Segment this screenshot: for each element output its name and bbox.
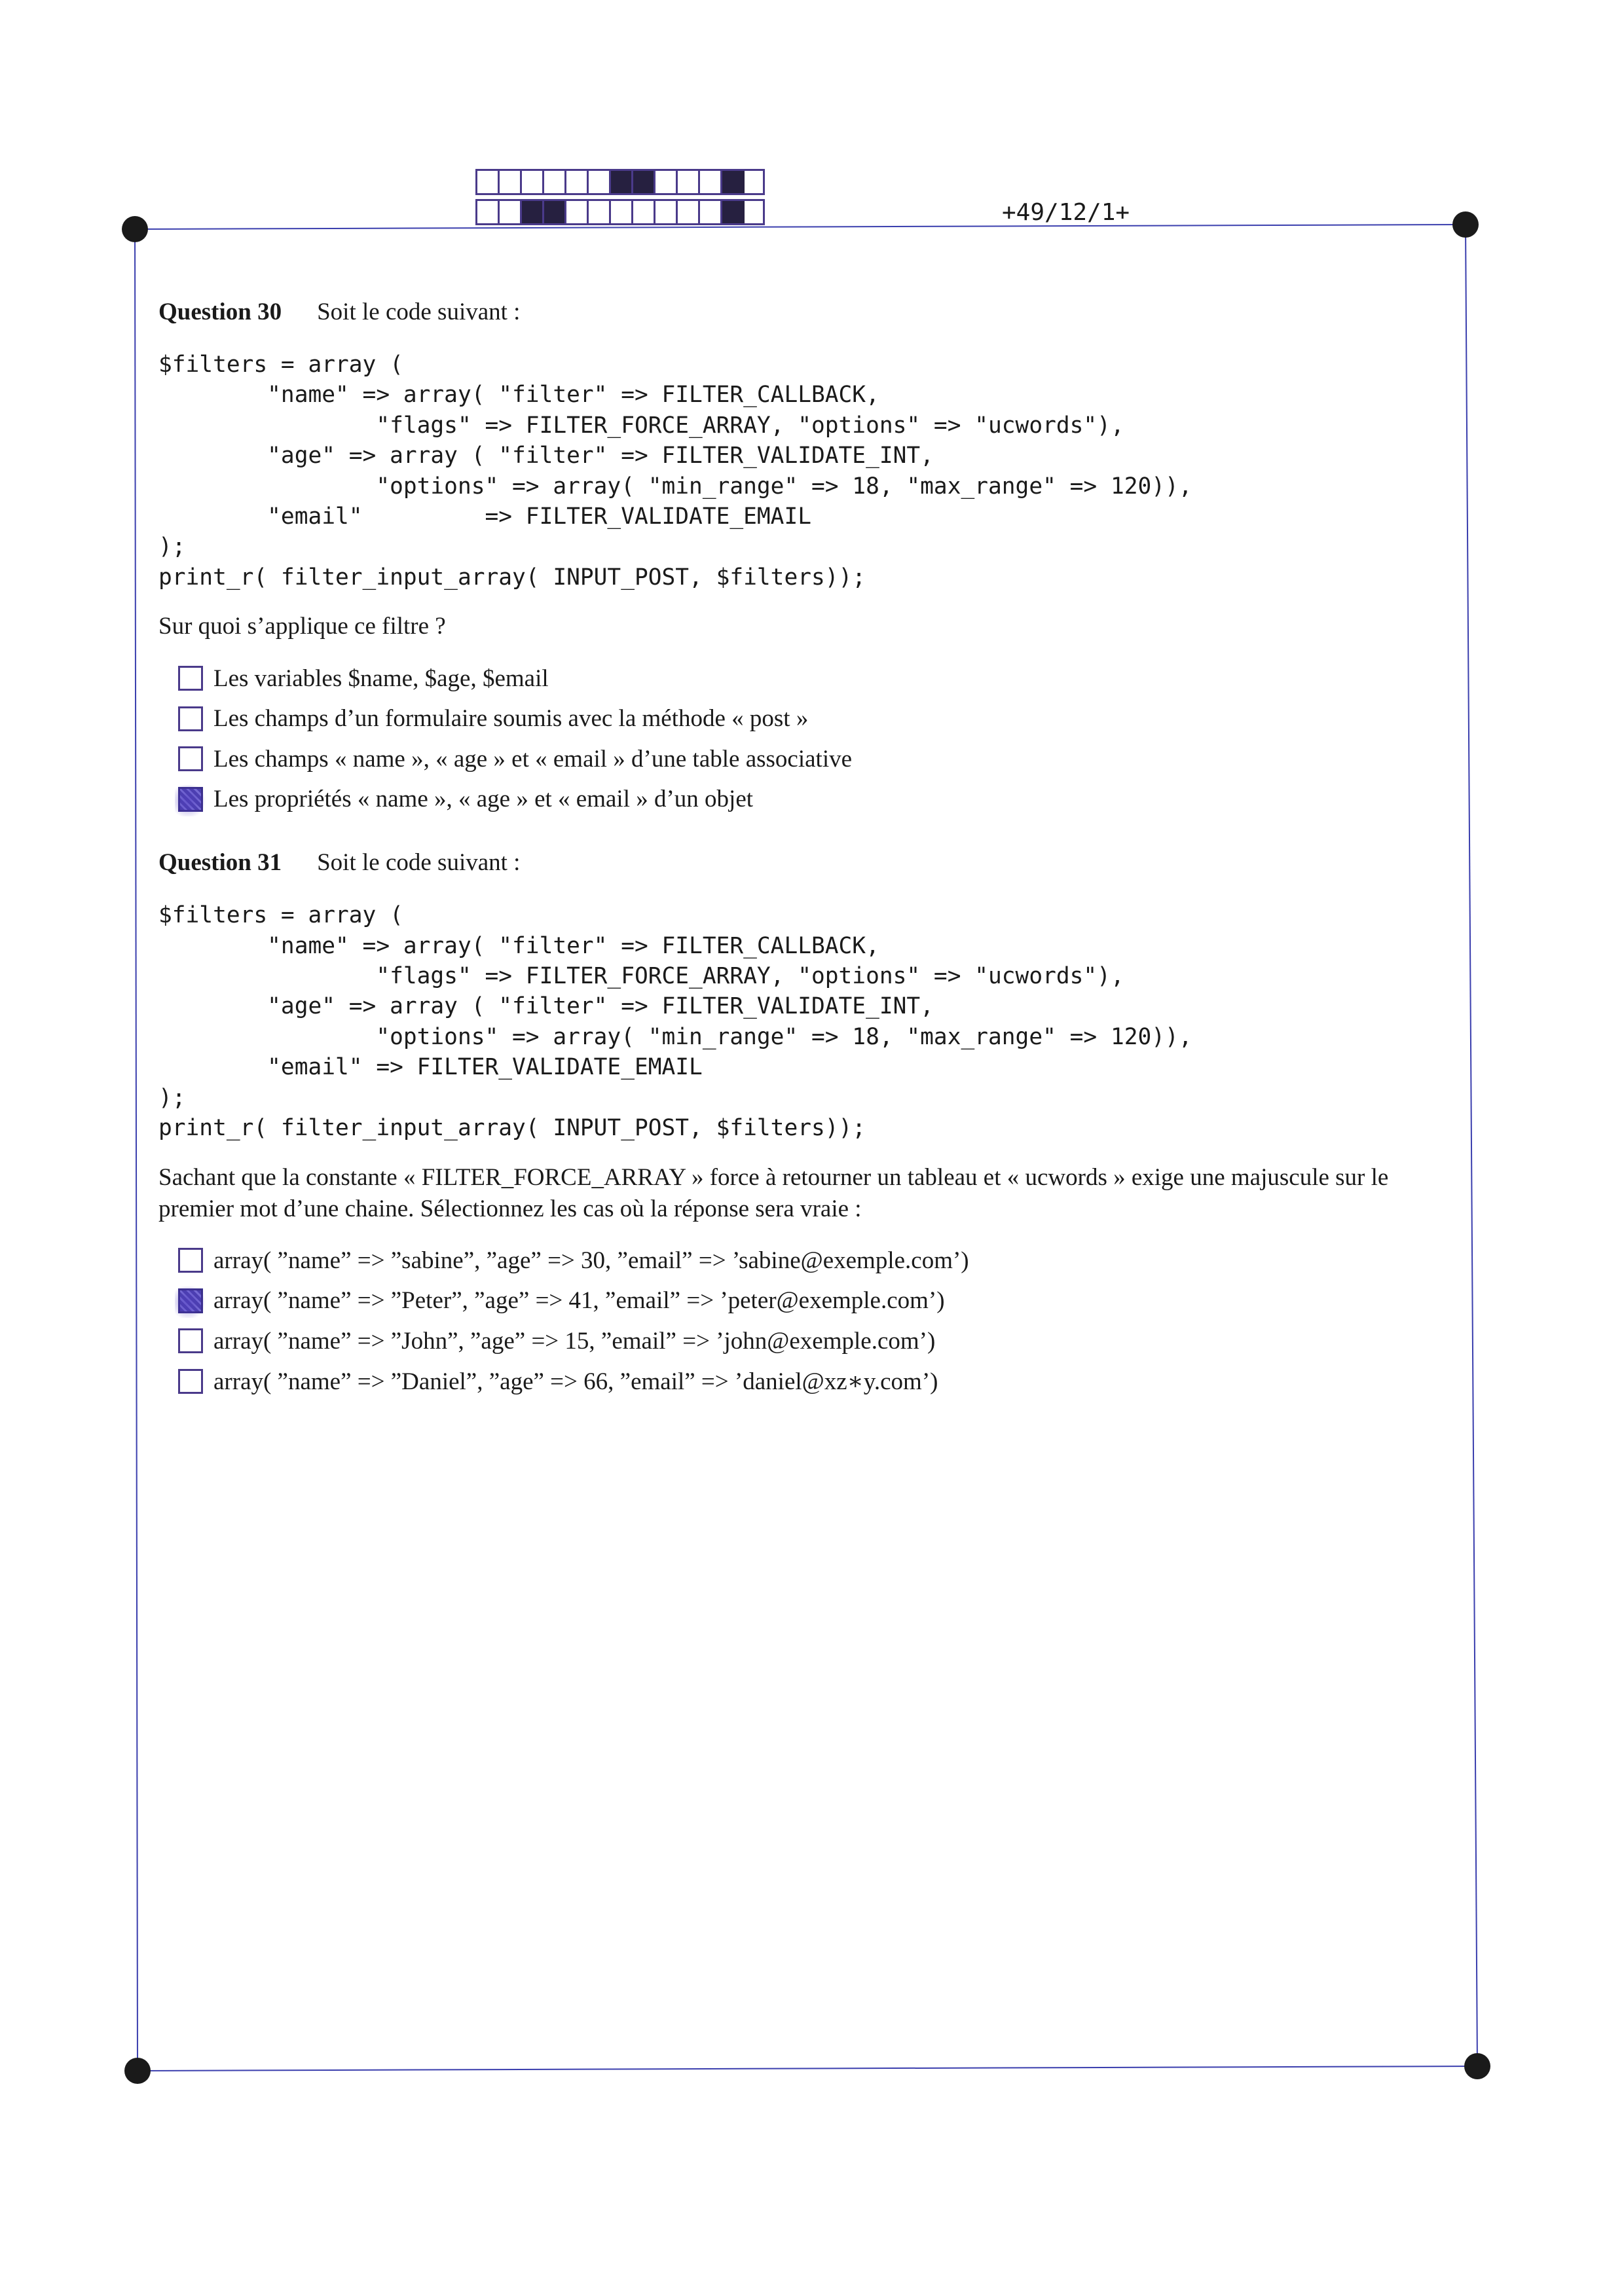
barcode-cell bbox=[611, 201, 633, 223]
answer-option[interactable] bbox=[178, 779, 1468, 820]
answer-label: array( ”name” => ”Daniel”, ”age” => 66, ”email” => ’daniel@xz∗y.com’) bbox=[213, 1368, 938, 1395]
barcode-cell bbox=[544, 171, 566, 193]
corner-mark-bottom-left bbox=[124, 2058, 151, 2084]
checkbox[interactable] bbox=[178, 666, 203, 691]
corner-mark-top-right bbox=[1452, 211, 1479, 238]
corner-mark-bottom-right bbox=[1464, 2053, 1490, 2079]
barcode-cell bbox=[589, 201, 611, 223]
answer-label: array( ”name” => ”Peter”, ”age” => 41, ”email” => ’peter@exemple.com’) bbox=[213, 1287, 945, 1315]
barcode-cell bbox=[566, 171, 589, 193]
checkbox[interactable] bbox=[178, 787, 203, 812]
answer-list bbox=[158, 1241, 1468, 1402]
answer-option[interactable] bbox=[178, 1321, 1468, 1362]
checkbox[interactable] bbox=[178, 1328, 203, 1353]
barcode-cell bbox=[477, 201, 500, 223]
barcode-row-2 bbox=[475, 199, 765, 225]
barcode-cell bbox=[544, 201, 566, 223]
page-content bbox=[158, 296, 1468, 1402]
answer-option[interactable] bbox=[178, 738, 1468, 779]
answer-label: Les champs d’un formulaire soumis avec la méthode « post » bbox=[213, 705, 809, 732]
question-prompt: Sur quoi s’applique ce filtre ? bbox=[158, 613, 446, 640]
barcode-cell bbox=[589, 171, 611, 193]
barcode-cell bbox=[477, 171, 500, 193]
question-intro: Soit le code suivant : bbox=[317, 849, 521, 877]
barcode-row-1 bbox=[475, 169, 765, 195]
question-prompt: Sachant que la constante « FILTER_FORCE_ARRAY » force à retourner un tableau et « ucwords » exige une majuscule sur le premier mot d’une chaine. Sélectionnez les cas où la réponse sera vraie : bbox=[158, 1163, 1389, 1222]
barcode-cell bbox=[633, 171, 655, 193]
answer-option[interactable] bbox=[178, 1241, 1468, 1281]
question-header bbox=[158, 847, 1468, 879]
answer-label: Les variables $name, $age, $email bbox=[213, 665, 549, 692]
barcode-cell bbox=[655, 171, 678, 193]
checkbox[interactable] bbox=[178, 1288, 203, 1313]
barcode-cell bbox=[611, 171, 633, 193]
barcode-cell bbox=[700, 201, 722, 223]
answer-option[interactable] bbox=[178, 1361, 1468, 1402]
answer-label: array( ”name” => ”sabine”, ”age” => 30, ”email” => ’sabine@exemple.com’) bbox=[213, 1247, 969, 1274]
question-30 bbox=[158, 296, 1468, 819]
question-number: Question 30 bbox=[158, 299, 282, 325]
barcode-cell bbox=[655, 201, 678, 223]
question-header bbox=[158, 296, 1468, 329]
question-number: Question 31 bbox=[158, 849, 282, 877]
page-id: +49/12/1+ bbox=[1002, 199, 1130, 226]
barcode-cell bbox=[722, 171, 745, 193]
code-block: $filters = array ( "name" => array( "filter" => FILTER_CALLBACK, "flags" => FILTER_FORCE_ARRAY, "options" => "ucwords"), "age" => array ( "filter" => FILTER_VALIDATE_INT, "options" => array( "min_range" => 18, "max_range" => 120)), "email" => FILTER_VALIDATE_EMAIL ); print_r( filter_input_array( INPUT_POST, $filters)); bbox=[158, 352, 1192, 591]
answer-label: array( ”name” => ”John”, ”age” => 15, ”email” => ’john@exemple.com’) bbox=[213, 1327, 936, 1355]
barcode-cell bbox=[678, 201, 700, 223]
checkbox[interactable] bbox=[178, 1369, 203, 1394]
question-31 bbox=[158, 847, 1468, 1401]
checkbox[interactable] bbox=[178, 1248, 203, 1273]
answer-option[interactable] bbox=[178, 1281, 1468, 1321]
checkbox[interactable] bbox=[178, 746, 203, 771]
question-intro: Soit le code suivant : bbox=[317, 299, 521, 325]
answer-label: Les propriétés « name », « age » et « email » d’un objet bbox=[213, 786, 754, 812]
answer-list bbox=[158, 658, 1468, 819]
answer-option[interactable] bbox=[178, 658, 1468, 699]
barcode-cell bbox=[678, 171, 700, 193]
barcode-cell bbox=[722, 201, 745, 223]
barcode-cell bbox=[522, 201, 544, 223]
barcode-cell bbox=[522, 171, 544, 193]
corner-mark-top-left bbox=[122, 216, 148, 242]
answer-label: Les champs « name », « age » et « email » d’une table associative bbox=[213, 745, 853, 773]
barcode-cell bbox=[566, 201, 589, 223]
barcode-cell bbox=[633, 201, 655, 223]
answer-option[interactable] bbox=[178, 699, 1468, 739]
checkbox[interactable] bbox=[178, 706, 203, 731]
barcode-cell bbox=[500, 171, 522, 193]
barcode-cell bbox=[700, 171, 722, 193]
barcode-cell bbox=[500, 201, 522, 223]
code-block: $filters = array ( "name" => array( "filter" => FILTER_CALLBACK, "flags" => FILTER_FORCE_ARRAY, "options" => "ucwords"), "age" => array ( "filter" => FILTER_VALIDATE_INT, "options" => array( "min_range" => 18, "max_range" => 120)), "email" => FILTER_VALIDATE_EMAIL ); print_r( filter_input_array( INPUT_POST, $filters)); bbox=[158, 902, 1192, 1142]
